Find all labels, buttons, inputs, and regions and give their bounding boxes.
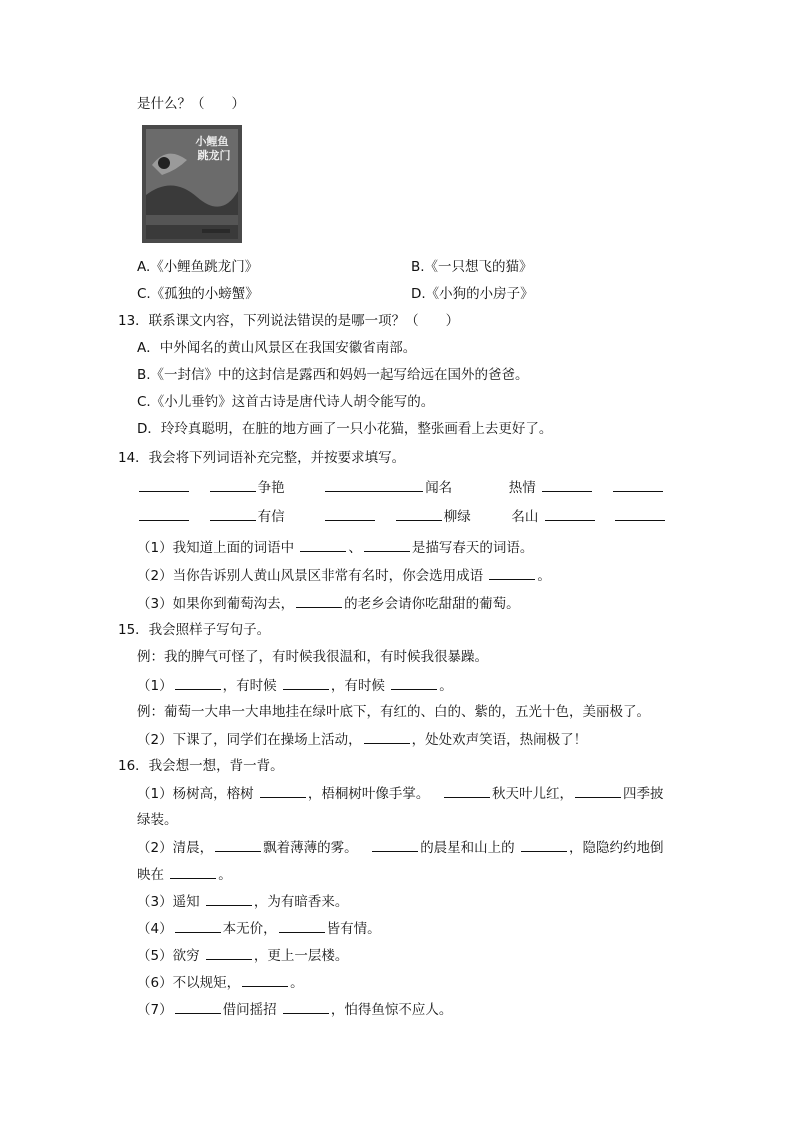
q14-row2-word3: 名山 <box>511 509 539 525</box>
text: ，为有暗香来。 <box>253 894 349 910</box>
blank[interactable] <box>206 892 252 906</box>
q12-stem-tail: 是什么？（ ） <box>137 96 245 112</box>
text: （7） <box>137 1002 173 1018</box>
text: ，有时候 <box>330 678 385 694</box>
blank[interactable] <box>283 676 329 690</box>
blank[interactable] <box>325 507 375 521</box>
blank[interactable] <box>139 478 189 492</box>
text: ，更上一层楼。 <box>253 948 349 964</box>
text: （2）当你告诉别人黄山风景区非常有名时，你会选用成语 <box>137 568 484 584</box>
q16-stem: 16．我会想一想，背一背。 <box>118 758 284 774</box>
text: 。 <box>218 867 232 883</box>
q14-row1-word2: 闻名 <box>425 480 453 496</box>
q14-row1-word1: 争艳 <box>257 480 285 496</box>
text: ，有时候 <box>222 678 277 694</box>
blank[interactable] <box>545 507 595 521</box>
text: 是描写春天的词语。 <box>411 540 534 556</box>
blank[interactable] <box>575 784 621 798</box>
text: （2）下课了，同学们在操场上活动， <box>137 732 362 748</box>
blank[interactable] <box>210 507 256 521</box>
blank[interactable] <box>139 507 189 521</box>
text: （5）欲穷 <box>137 948 200 964</box>
blank[interactable] <box>175 1000 221 1014</box>
q14-row2 <box>137 507 667 526</box>
q12-option-d: D.《小狗的小房子》 <box>411 286 534 302</box>
text: （1）杨树高，榕树 <box>137 786 254 802</box>
blank[interactable] <box>175 919 221 933</box>
q12-option-b: B.《一只想飞的猫》 <box>411 259 533 275</box>
q16-item-3 <box>137 892 348 911</box>
text: 的晨星和山上的 <box>420 840 515 856</box>
q14-sub3 <box>137 594 520 613</box>
q16-item-1-cont: 绿装。 <box>137 812 178 828</box>
blank[interactable] <box>613 478 663 492</box>
text: （6）不以规矩， <box>137 975 241 991</box>
blank[interactable] <box>615 507 665 521</box>
q14-row2-word1: 有信 <box>257 509 285 525</box>
text: 映在 <box>137 867 164 883</box>
text: 飘着薄薄的雾。 <box>263 840 358 856</box>
q16-item-7 <box>137 1000 452 1019</box>
q13-stem: 13．联系课文内容，下列说法错误的是哪一项？（ ） <box>118 313 460 329</box>
blank[interactable] <box>215 838 261 852</box>
text: （3）遥知 <box>137 894 200 910</box>
q13-option-a: A．中外闻名的黄山风景区在我国安徽省南部。 <box>137 340 417 356</box>
blank[interactable] <box>206 946 252 960</box>
q13-option-c: C.《小儿垂钓》这首古诗是唐代诗人胡令能写的。 <box>137 394 435 410</box>
q16-item-2 <box>137 838 663 857</box>
text: （1）我知道上面的词语中 <box>137 540 295 556</box>
text: 。 <box>290 975 304 991</box>
text: ，隐隐约约地倒 <box>568 840 664 856</box>
q14-row2-word2: 柳绿 <box>443 509 471 525</box>
text: 的老乡会请你吃甜甜的葡萄。 <box>344 596 520 612</box>
q14-row1-word3: 热情 <box>508 480 536 496</box>
q12-option-a: A.《小鲤鱼跳龙门》 <box>137 259 259 275</box>
text: 本无价， <box>222 921 277 937</box>
blank[interactable] <box>300 538 346 552</box>
blank[interactable] <box>175 676 221 690</box>
text: 、 <box>348 540 362 556</box>
text: （2）清晨， <box>137 840 214 856</box>
q13-option-b: B.《一封信》中的这封信是露西和妈妈一起写给远在国外的爸爸。 <box>137 367 529 383</box>
q12-option-c: C.《孤独的小螃蟹》 <box>137 286 259 302</box>
blank[interactable] <box>364 730 410 744</box>
text: ，怕得鱼惊不应人。 <box>330 1002 453 1018</box>
text: 借问摇招 <box>222 1002 277 1018</box>
blank[interactable] <box>170 865 216 879</box>
svg-text:小鲤鱼: 小鲤鱼 <box>195 135 229 148</box>
blank[interactable] <box>542 478 592 492</box>
q16-item-4 <box>137 919 381 938</box>
q15-example-1: 例：我的脾气可怪了，有时候我很温和，有时候我很暴躁。 <box>137 649 488 665</box>
q16-item-6 <box>137 973 304 992</box>
text: 四季披 <box>622 786 664 802</box>
svg-text:跳龙门: 跳龙门 <box>197 149 231 162</box>
text: （4） <box>137 921 173 937</box>
text: 。 <box>439 678 453 694</box>
blank[interactable] <box>489 566 535 580</box>
q15-sentence-1 <box>137 676 453 695</box>
q14-stem: 14．我会将下列词语补充完整，并按要求填写。 <box>118 450 406 466</box>
book-cover-image <box>142 125 242 243</box>
q16-item-1 <box>137 784 663 803</box>
book-cover-art <box>142 125 242 243</box>
q16-item-5 <box>137 946 348 965</box>
blank[interactable] <box>210 478 256 492</box>
q13-option-d: D．玲玲真聪明，在脏的地方画了一只小花猫，整张画看上去更好了。 <box>137 421 553 437</box>
text: 皆有情。 <box>326 921 381 937</box>
q14-row1 <box>137 478 665 497</box>
text: ，处处欢声笑语，热闹极了！ <box>411 732 588 748</box>
blank[interactable] <box>296 594 342 608</box>
q15-stem: 15．我会照样子写句子。 <box>118 622 271 638</box>
blank[interactable] <box>325 478 423 492</box>
text: ，梧桐树叶像手掌。 <box>307 786 430 802</box>
text: （3）如果你到葡萄沟去， <box>137 596 295 612</box>
text: 。 <box>537 568 551 584</box>
text: （1） <box>137 678 173 694</box>
blank[interactable] <box>372 838 418 852</box>
blank[interactable] <box>396 507 442 521</box>
blank[interactable] <box>364 538 410 552</box>
q15-example-2: 例：葡萄一大串一大串地挂在绿叶底下，有红的、白的、紫的，五光十色，美丽极了。 <box>137 704 650 720</box>
blank[interactable] <box>279 919 325 933</box>
q14-sub2 <box>137 566 551 585</box>
q14-sub1 <box>137 538 533 557</box>
q16-item-2-cont <box>137 865 232 884</box>
blank[interactable] <box>391 676 437 690</box>
blank[interactable] <box>242 973 288 987</box>
text: 秋天叶儿红， <box>491 786 573 802</box>
blank[interactable] <box>260 784 306 798</box>
blank[interactable] <box>521 838 567 852</box>
blank[interactable] <box>283 1000 329 1014</box>
blank[interactable] <box>444 784 490 798</box>
q15-sentence-2 <box>137 730 587 749</box>
